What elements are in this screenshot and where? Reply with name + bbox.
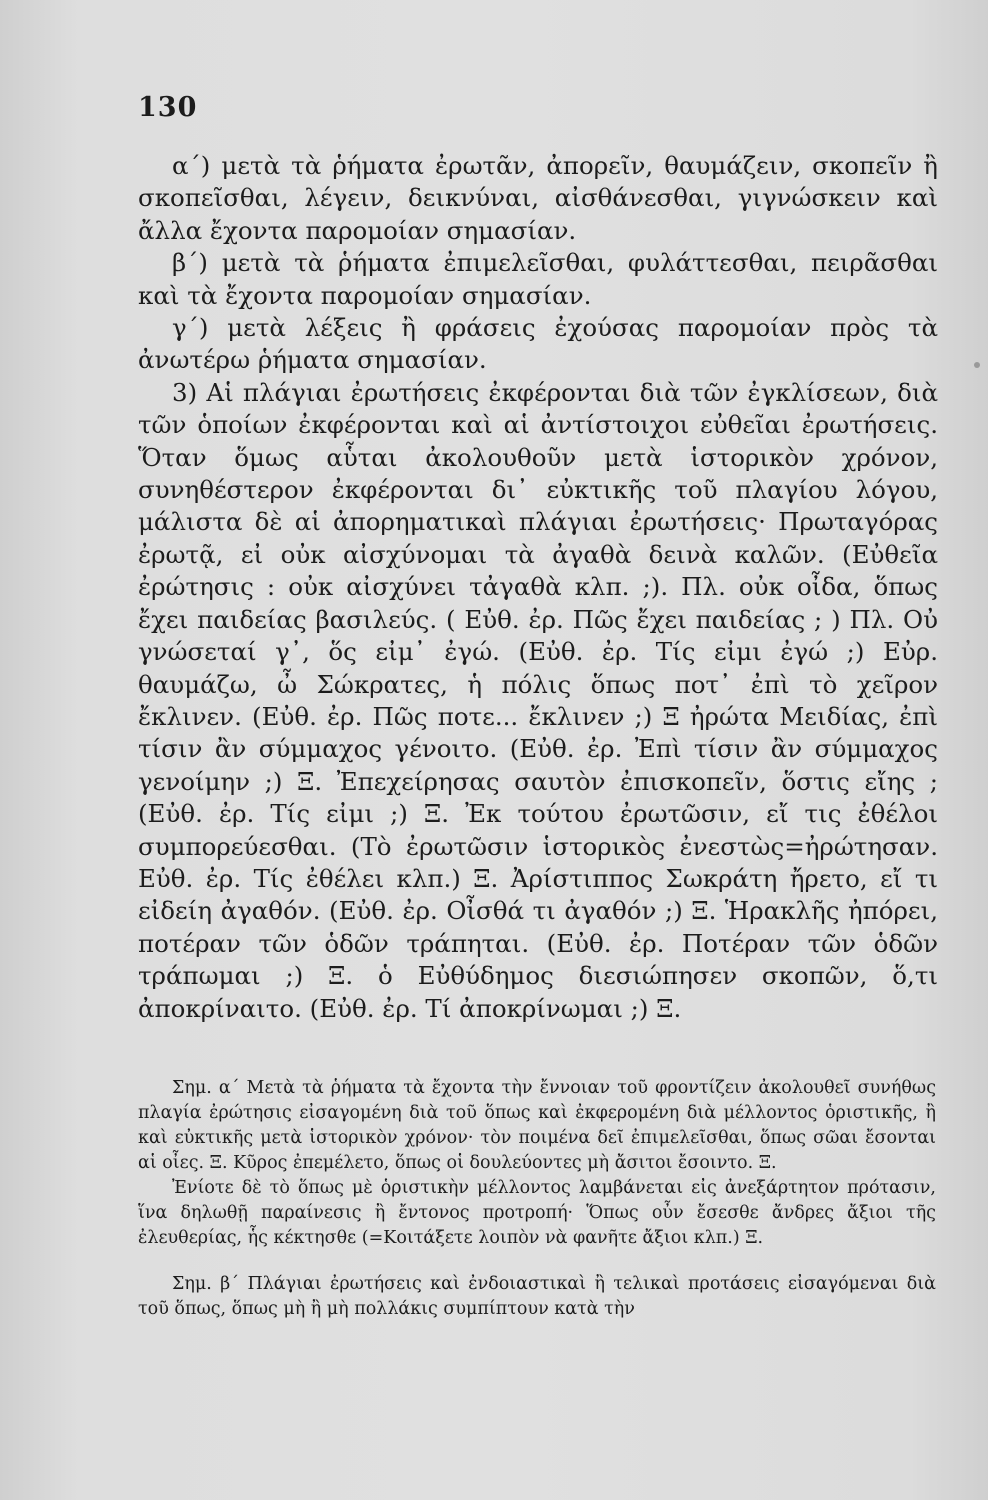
main-text [138, 150, 938, 1025]
note-alpha: Σημ. α΄ Μετὰ τὰ ῥήματα τὰ ἔχοντα τὴν ἔννοιαν τοῦ φροντίζειν ἀκολουθεῖ συνήθως πλαγία ἐρώτησις εἰσαγομένη διὰ τοῦ ὅπως καὶ ἐκφερομένη διὰ μέλλοντος ὁριστικῆς, ἢ καὶ εὐκτικῆς μετὰ ἱστορικὸν χρόνον· τὸν ποιμένα δεῖ ἐπιμελεῖσθαι, ὅπως σῶαι ἔσονται αἱ οἶες. Ξ. Κῦρος ἐπεμέλετο, ὅπως οἱ δουλεύοντες μὴ ἄσιτοι ἔσοιντο. Ξ. [138, 1078, 936, 1173]
page-number: 130 [138, 92, 198, 123]
paragraph-alpha: α΄) μετὰ τὰ ῥήματα ἐρωτᾶν, ἀπορεῖν, θαυμάζειν, σκοπεῖν ἢ σκοπεῖσθαι, λέγειν, δεικνύναι, αἰσθάνεσθαι, γιγνώσκειν καὶ ἄλλα ἔχοντα παρομοίαν σημασίαν. [138, 151, 938, 245]
footnotes [138, 1076, 936, 1322]
note-alpha-continued: Ἐνίοτε δὲ τὸ ὅπως μὲ ὁριστικὴν μέλλοντος λαμβάνεται εἰς ἀνεξάρτητον πρότασιν, ἵνα δηλωθῇ παραίνεσις ἢ ἔντονος προτροπή· Ὅπως οὖν ἔσεσθε ἄνδρες ἄξιοι τῆς ἐλευθερίας, ἧς κέκτησθε (=Κοιτάξετε λοιπὸν νὰ φανῆτε ἄξιοι κλπ.) Ξ. [138, 1178, 936, 1248]
paper-speck [974, 362, 980, 368]
paragraph-gamma: γ΄) μετὰ λέξεις ἢ φράσεις ἐχούσας παρομοίαν πρὸς τὰ ἀνωτέρω ῥήματα σημασίαν. [138, 313, 938, 375]
paragraph-beta: β΄) μετὰ τὰ ῥήματα ἐπιμελεῖσθαι, φυλάττεσθαι, πειρᾶσθαι καὶ τὰ ἔχοντα παρομοίαν σημασίαν. [138, 248, 938, 310]
note-beta: Σημ. β΄ Πλάγιαι ἐρωτήσεις καὶ ἐνδοιαστικαὶ ἢ τελικαὶ προτάσεις εἰσαγόμεναι διὰ τοῦ ὅπως, ὅπως μὴ ἢ μὴ πολλάκις συμπίπτουν κατὰ τὴν [138, 1274, 936, 1319]
paragraph-3: 3) Αἱ πλάγιαι ἐρωτήσεις ἐκφέρονται διὰ τῶν ἐγκλίσεων, διὰ τῶν ὁποίων ἐκφέρονται καὶ αἱ ἀντίστοιχοι εὐθεῖαι ἐρωτήσεις. Ὅταν ὅμως αὗται ἀκολουθοῦν μετὰ ἱστορικὸν χρόνον, συνηθέστερον ἐκφέρονται δι᾿ εὐκτικῆς τοῦ πλαγίου λόγου, μάλιστα δὲ αἱ ἀπορηματικαὶ πλάγιαι ἐρωτήσεις· Πρωταγόρας ἐρωτᾷ, εἰ οὐκ αἰσχύνομαι τὰ ἀγαθὰ δεινὰ καλῶν. (Εὐθεῖα ἐρώτησις : οὐκ αἰσχύνει τἀγαθὰ κλπ. ;). Πλ. οὐκ οἶδα, ὅπως ἔχει παιδείας βασιλεύς. ( Εὐθ. ἐρ. Πῶς ἔχει παιδείας ; ) Πλ. Οὐ γνώσεταί γ᾿, ὅς εἰμ᾿ ἐγώ. (Εὐθ. ἐρ. Τίς εἰμι ἐγώ ;) Εὐρ. θαυμάζω, ὦ Σώκρατες, ἡ πόλις ὅπως ποτ᾿ ἐπὶ τὸ χεῖρον ἔκλινεν. (Εὐθ. ἐρ. Πῶς ποτε... ἔκλινεν ;) Ξ ἠρώτα Μειδίας, ἐπὶ τίσιν ἂν σύμμαχος γένοιτο. (Εὐθ. ἐρ. Ἐπὶ τίσιν ἂν σύμμαχος γενοίμην ;) Ξ. Ἐπεχείρησας σαυτὸν ἐπισκοπεῖν, ὅστις εἴης ; (Εὐθ. ἐρ. Τίς εἰμι ;) Ξ. Ἐκ τούτου ἐρωτῶσιν, εἴ τις ἐθέλοι συμπορεύεσθαι. (Τὸ ἐρωτῶσιν ἱστορικὸς ἐνεστὼς=ἠρώτησαν. Εὐθ. ἐρ. Τίς ἐθέλει κλπ.) Ξ. Ἀρίστιππος Σωκράτη ἤρετο, εἴ τι εἰδείη ἀγαθόν. (Εὐθ. ἐρ. Οἶσθά τι ἀγαθόν ;) Ξ. Ἡρακλῆς ἠπόρει, ποτέραν τῶν ὁδῶν τράπηται. (Εὐθ. ἐρ. Ποτέραν τῶν ὁδῶν τράπωμαι ;) Ξ. ὁ Εὐθύδημος διεσιώπησεν σκοπῶν, ὅ,τι ἀποκρίναιτο. (Εὐθ. ἐρ. Τί ἀποκρίνωμαι ;) Ξ. [138, 377, 938, 1023]
